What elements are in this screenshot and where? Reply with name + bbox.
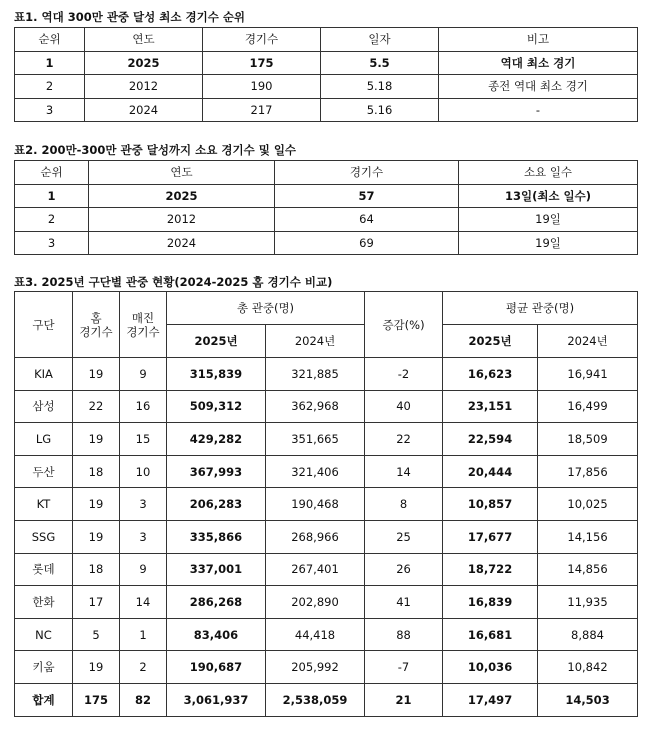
table2-cell: 2012 (89, 208, 275, 232)
table3-header-sold-out-line1: 매진 (131, 310, 155, 325)
table3-row (15, 586, 638, 619)
table3-cell: 14,856 (538, 553, 638, 586)
table3-cell: 5 (73, 618, 120, 651)
table3-cell: KIA (15, 358, 73, 391)
table3-cell: 335,866 (167, 520, 266, 553)
table3-cell: 17 (73, 586, 120, 619)
table3-cell: 18,509 (538, 423, 638, 456)
table3-cell: 26 (365, 553, 443, 586)
table3 (14, 291, 638, 717)
table3-cell: 8 (365, 488, 443, 521)
table3-cell: -7 (365, 651, 443, 684)
table3-header-total: 총 관중(명) (167, 292, 365, 325)
table3-cell: 362,968 (266, 390, 365, 423)
table3-cell: 15 (120, 423, 167, 456)
table2-cell: 3 (15, 231, 89, 255)
table2-caption: 표2. 200만-300만 관중 달성까지 소요 경기수 및 일수 (14, 143, 297, 157)
table1-cell: 175 (203, 51, 321, 75)
table2-cell: 64 (275, 208, 459, 232)
table1-cell: 5.16 (321, 98, 439, 122)
table3-row (15, 651, 638, 684)
table1-cell: 217 (203, 98, 321, 122)
table3-cell: 267,401 (266, 553, 365, 586)
table1-row (15, 51, 638, 75)
table3-cell: 25 (365, 520, 443, 553)
table3-cell: 17,856 (538, 455, 638, 488)
table2-cell: 2024 (89, 231, 275, 255)
table3-cell: 16,839 (443, 586, 538, 619)
table3-row (15, 423, 638, 456)
table1-header-games: 경기수 (203, 28, 321, 52)
table2-cell: 2025 (89, 184, 275, 208)
table2-header-rank: 순위 (15, 161, 89, 185)
table3-cell: 88 (365, 618, 443, 651)
table1-cell: 2012 (85, 75, 203, 99)
table1-row (15, 98, 638, 122)
table3-cell: 16,623 (443, 358, 538, 391)
table2-header-games: 경기수 (275, 161, 459, 185)
table3-cell: 3 (120, 488, 167, 521)
table3-total-cell: 82 (120, 683, 167, 716)
table3-cell: SSG (15, 520, 73, 553)
table3-total-cell: 17,497 (443, 683, 538, 716)
table3-cell: 19 (73, 358, 120, 391)
table1-cell: 역대 최소 경기 (439, 51, 638, 75)
table2-cell: 13일(최소 일수) (459, 184, 638, 208)
table3-header-average: 평균 관중(명) (443, 292, 638, 325)
table3-cell: 1 (120, 618, 167, 651)
table3-header-row-1 (15, 292, 638, 325)
table3-cell: 10,857 (443, 488, 538, 521)
table3-header-home-games (73, 292, 120, 358)
table3-total-cell: 2,538,059 (266, 683, 365, 716)
table1-cell: - (439, 98, 638, 122)
table2-header-year: 연도 (89, 161, 275, 185)
table3-header-home-games-line1: 홈 (90, 310, 102, 325)
table3-cell: 19 (73, 423, 120, 456)
table3-cell: 16 (120, 390, 167, 423)
table1-cell: 5.18 (321, 75, 439, 99)
table3-cell: 351,665 (266, 423, 365, 456)
table3-cell: 23,151 (443, 390, 538, 423)
table3-header-team: 구단 (15, 292, 73, 358)
table1-cell: 2025 (85, 51, 203, 75)
table1-header-row (15, 28, 638, 52)
table3-cell: 9 (120, 358, 167, 391)
table1-cell: 종전 역대 최소 경기 (439, 75, 638, 99)
table3-row (15, 390, 638, 423)
table1-cell: 5.5 (321, 51, 439, 75)
table3-cell: NC (15, 618, 73, 651)
table3-cell: 10,842 (538, 651, 638, 684)
table3-cell: 206,283 (167, 488, 266, 521)
table3-total-cell: 175 (73, 683, 120, 716)
table2-cell: 1 (15, 184, 89, 208)
table3-header-total-2025: 2025년 (167, 325, 266, 358)
table3-cell: 367,993 (167, 455, 266, 488)
table3-cell: 337,001 (167, 553, 266, 586)
table2-header-days: 소요 일수 (459, 161, 638, 185)
table3-cell: 268,966 (266, 520, 365, 553)
table1-header-year: 연도 (85, 28, 203, 52)
table3-header-home-games-line2: 경기수 (79, 324, 113, 339)
table3-total-cell: 3,061,937 (167, 683, 266, 716)
table2-row (15, 184, 638, 208)
table3-cell: -2 (365, 358, 443, 391)
table3-cell: 429,282 (167, 423, 266, 456)
table3-total-cell: 14,503 (538, 683, 638, 716)
table3-cell: 190,687 (167, 651, 266, 684)
table3-cell: 18 (73, 553, 120, 586)
table1-header-date: 일자 (321, 28, 439, 52)
table2-row (15, 208, 638, 232)
table3-header-sold-out (120, 292, 167, 358)
table1 (14, 27, 638, 122)
table1-cell: 190 (203, 75, 321, 99)
table1-caption: 표1. 역대 300만 관중 달성 최소 경기수 순위 (14, 10, 246, 24)
table3-row (15, 618, 638, 651)
table3-cell: 14 (120, 586, 167, 619)
table3-cell: 20,444 (443, 455, 538, 488)
table3-row (15, 358, 638, 391)
table3-cell: 16,941 (538, 358, 638, 391)
table3-header-average-2025: 2025년 (443, 325, 538, 358)
table1-cell: 1 (15, 51, 85, 75)
table3-cell: 3 (120, 520, 167, 553)
table3-cell: 202,890 (266, 586, 365, 619)
table3-cell: 19 (73, 488, 120, 521)
table1-row (15, 75, 638, 99)
table3-cell: 190,468 (266, 488, 365, 521)
table3-cell: 18 (73, 455, 120, 488)
table2-cell: 19일 (459, 231, 638, 255)
table2-cell: 2 (15, 208, 89, 232)
table3-cell: 22,594 (443, 423, 538, 456)
table3-cell: 16,499 (538, 390, 638, 423)
table1-header-rank: 순위 (15, 28, 85, 52)
table3-row (15, 488, 638, 521)
table3-cell: 14,156 (538, 520, 638, 553)
table3-row (15, 520, 638, 553)
table3-cell: 롯데 (15, 553, 73, 586)
table3-cell: KT (15, 488, 73, 521)
table3-header-average-2024: 2024년 (538, 325, 638, 358)
table3-cell: 17,677 (443, 520, 538, 553)
table3-cell: 8,884 (538, 618, 638, 651)
table3-cell: 18,722 (443, 553, 538, 586)
table1-header-note: 비고 (439, 28, 638, 52)
table3-caption: 표3. 2025년 구단별 관중 현황(2024-2025 홈 경기수 비교) (14, 275, 333, 289)
table3-body (15, 358, 638, 717)
table2-row (15, 231, 638, 255)
table3-header-total-2024: 2024년 (266, 325, 365, 358)
table3-cell: 두산 (15, 455, 73, 488)
table3-cell: 83,406 (167, 618, 266, 651)
table3-cell: 321,406 (266, 455, 365, 488)
table2-cell: 57 (275, 184, 459, 208)
table3-cell: 11,935 (538, 586, 638, 619)
table2-header-row (15, 161, 638, 185)
table3-header-sold-out-line2: 경기수 (126, 324, 160, 339)
table3-cell: 19 (73, 651, 120, 684)
table3-cell: 삼성 (15, 390, 73, 423)
table3-cell: 19 (73, 520, 120, 553)
table3-header-change: 증감(%) (365, 292, 443, 358)
table3-total-cell: 21 (365, 683, 443, 716)
table3-cell: 10,025 (538, 488, 638, 521)
table1-cell: 2024 (85, 98, 203, 122)
table3-cell: 41 (365, 586, 443, 619)
table3-cell: 205,992 (266, 651, 365, 684)
table3-cell: 44,418 (266, 618, 365, 651)
table1-cell: 2 (15, 75, 85, 99)
table3-cell: LG (15, 423, 73, 456)
table2 (14, 160, 638, 255)
table3-cell: 40 (365, 390, 443, 423)
table3-cell: 10 (120, 455, 167, 488)
table3-cell: 9 (120, 553, 167, 586)
table3-cell: 14 (365, 455, 443, 488)
table3-row (15, 553, 638, 586)
table2-cell: 69 (275, 231, 459, 255)
table3-cell: 286,268 (167, 586, 266, 619)
table3-total-cell: 합계 (15, 683, 73, 716)
table3-cell: 22 (73, 390, 120, 423)
table3-cell: 22 (365, 423, 443, 456)
table3-cell: 10,036 (443, 651, 538, 684)
table3-cell: 315,839 (167, 358, 266, 391)
table3-cell: 키움 (15, 651, 73, 684)
table3-cell: 321,885 (266, 358, 365, 391)
table3-total-row (15, 683, 638, 716)
table3-cell: 509,312 (167, 390, 266, 423)
table1-cell: 3 (15, 98, 85, 122)
table3-row (15, 455, 638, 488)
table3-cell: 한화 (15, 586, 73, 619)
table2-cell: 19일 (459, 208, 638, 232)
table3-cell: 2 (120, 651, 167, 684)
table3-cell: 16,681 (443, 618, 538, 651)
